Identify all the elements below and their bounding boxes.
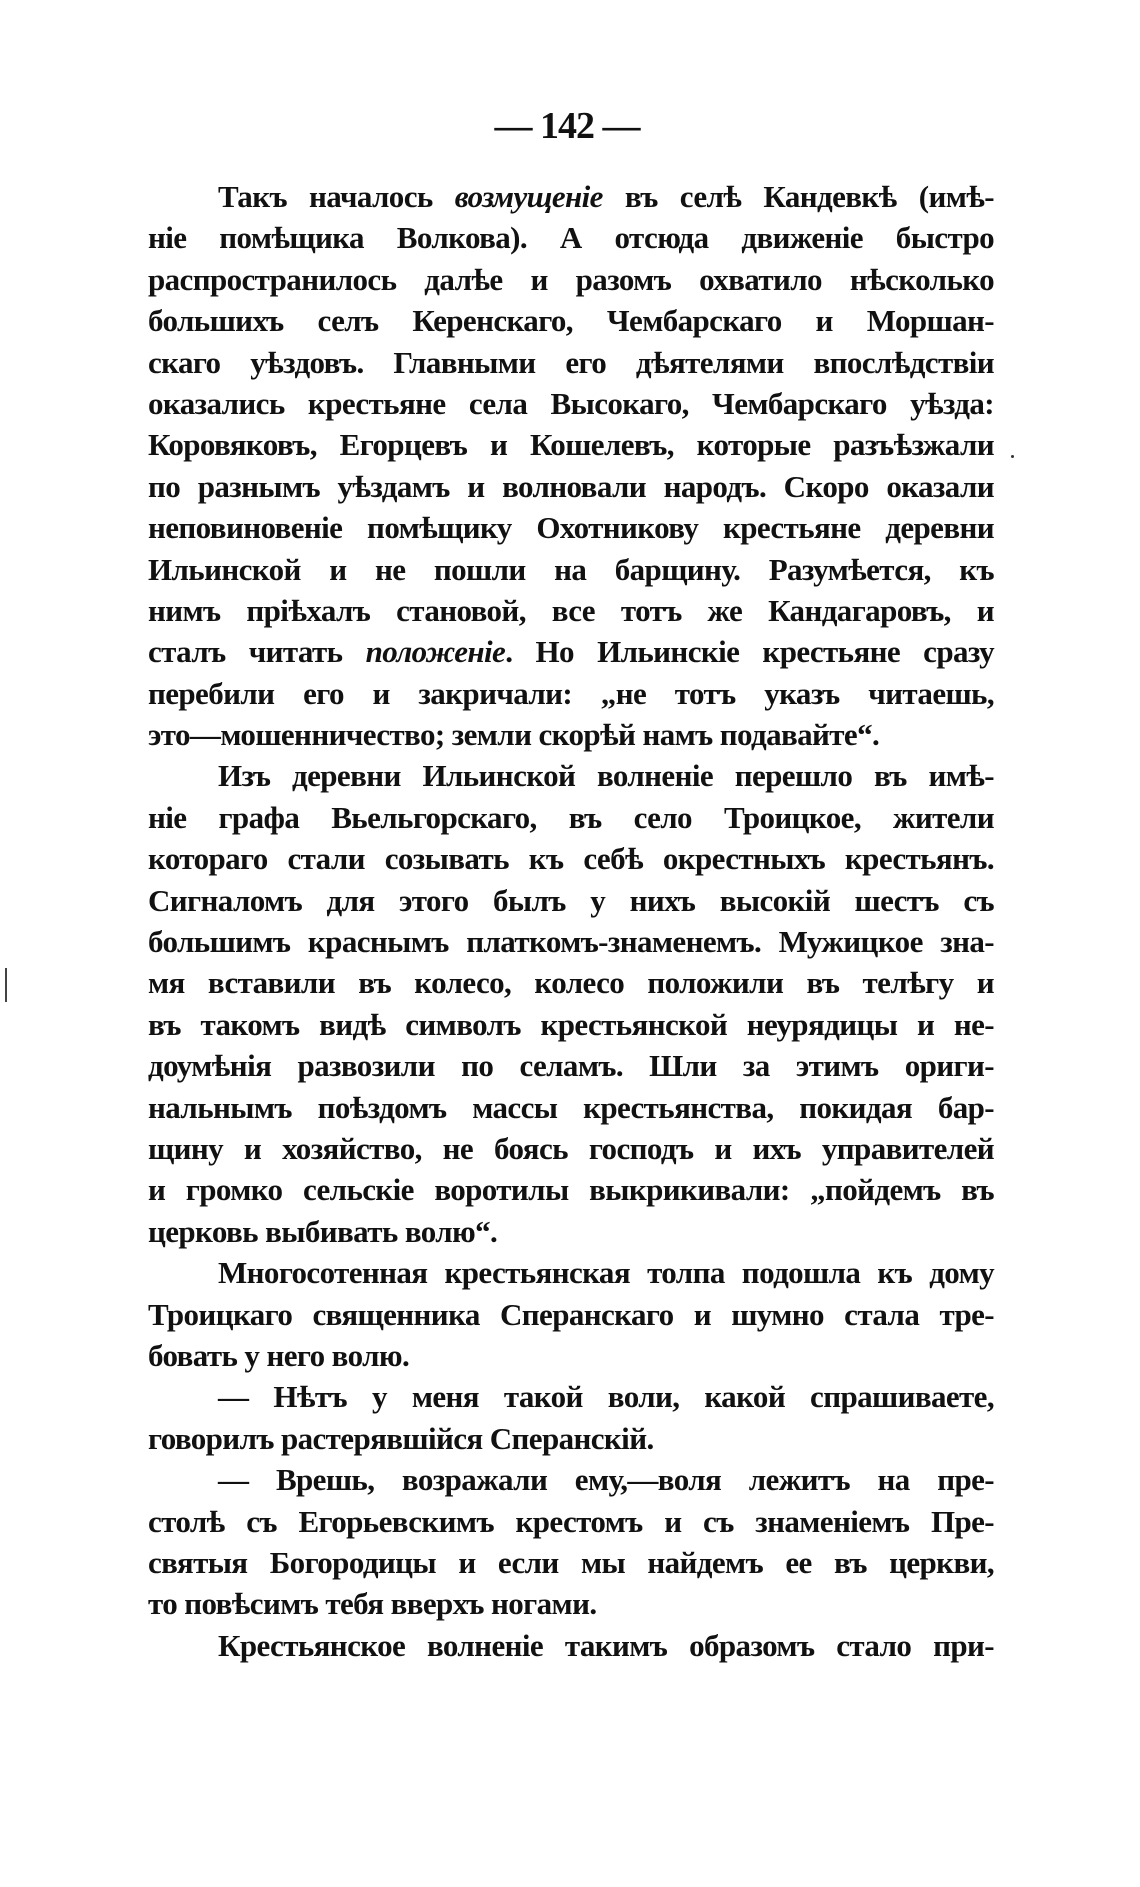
text-line [148, 1335, 994, 1376]
text-line [148, 217, 994, 258]
text-line [148, 1087, 994, 1128]
text-line [148, 1459, 994, 1500]
text-segment: то повѣсимъ тебя вверхъ ногами. [148, 1586, 597, 1622]
text-segment: мя вставили въ колесо, колесо положили въ телѣгу и [148, 965, 994, 1001]
italic-term: возмущеніе [454, 179, 603, 214]
text-segment: Такъ началось [218, 179, 455, 214]
text-segment: въ такомъ видѣ символъ крестьянской неурядицы и не- [148, 1006, 994, 1042]
text-line [148, 259, 994, 300]
text-line [148, 1252, 994, 1293]
text-line [148, 1418, 994, 1459]
text-line [148, 1211, 994, 1252]
text-segment: говорилъ растерявшійся Сперанскій. [148, 1420, 654, 1456]
text-segment: Многосотенная крестьянская толпа подошла къ дому [218, 1255, 994, 1291]
text-line [148, 1542, 994, 1583]
text-line [148, 1004, 994, 1045]
text-line [148, 1045, 994, 1086]
text-line [148, 631, 994, 672]
text-segment: большимъ краснымъ платкомъ-знаменемъ. Мужицкое зна- [148, 924, 994, 960]
text-segment: Троицкаго священника Сперанскаго и шумно стала тре- [148, 1296, 994, 1332]
text-segment: бовать у него волю. [148, 1337, 410, 1373]
text-segment: это—мошенничество; земли скорѣй намъ подавайте“. [148, 717, 880, 753]
text-segment: скаго уѣздовъ. Главными его дѣятелями впослѣдствіи [148, 344, 994, 380]
body-text [148, 176, 994, 1666]
text-line [148, 466, 994, 507]
text-segment: оказались крестьяне села Высокаго, Чембарскаго уѣзда: [148, 385, 994, 421]
text-line [148, 1376, 994, 1417]
text-segment: щину и хозяйство, не боясь господъ и ихъ управителей [148, 1130, 994, 1166]
text-segment: нальнымъ поѣздомъ массы крестьянства, покидая бар- [148, 1089, 994, 1125]
text-segment: сталъ читать [148, 634, 366, 670]
text-line [148, 549, 994, 590]
text-segment: большихъ селъ Керенскаго, Чембарскаго и Моршан- [148, 303, 994, 339]
text-segment: нимъ пріѣхалъ становой, все тотъ же Кандагаровъ, и [148, 592, 994, 628]
text-line [148, 1625, 994, 1666]
text-line [148, 176, 994, 217]
text-line [148, 880, 994, 921]
text-segment: распространилось далѣе и разомъ охватило нѣсколько [148, 261, 994, 297]
italic-term: положеніе [365, 634, 506, 670]
text-line [148, 300, 994, 341]
text-line [148, 1128, 994, 1169]
text-line [148, 424, 994, 465]
text-segment: Ильинской и не пошли на барщину. Разумѣется, къ [148, 551, 994, 587]
text-line [148, 714, 994, 755]
text-segment: . Но Ильинскіе крестьяне сразу [505, 634, 994, 670]
text-line [148, 383, 994, 424]
text-segment: святыя Богородицы и если мы найдемъ ее въ церкви, [148, 1544, 994, 1580]
text-segment: Коровяковъ, Егорцевъ и Кошелевъ, которые разъѣзжали [148, 427, 994, 463]
text-segment: церковь выбивать волю“. [148, 1213, 498, 1249]
text-segment: — Врешь, возражали ему,—воля лежитъ на пре- [218, 1462, 994, 1498]
text-line [148, 755, 994, 796]
text-line [148, 590, 994, 631]
text-line [148, 1169, 994, 1210]
text-line [148, 962, 994, 1003]
text-line [148, 1501, 994, 1542]
text-segment: — Нѣтъ у меня такой воли, какой спрашиваете, [218, 1379, 994, 1415]
text-line [148, 507, 994, 548]
page-number: — 142 — [494, 105, 640, 147]
text-segment: перебили его и закричали: „не тотъ указъ читаешь, [148, 675, 994, 711]
text-segment: столѣ съ Егорьевскимъ крестомъ и съ знаменіемъ Пре- [148, 1503, 994, 1539]
text-segment: ніе графа Вьельгорскаго, въ село Троицкое, жители [148, 799, 994, 835]
text-line [148, 1583, 994, 1624]
text-segment: доумѣнія развозили по селамъ. Шли за этимъ ориги- [148, 1048, 994, 1084]
text-segment: Сигналомъ для этого былъ у нихъ высокій шестъ съ [148, 882, 994, 918]
text-line [148, 1294, 994, 1335]
text-line [148, 342, 994, 383]
text-segment: и громко сельскіе воротилы выкрикивали: „пойдемъ въ [148, 1172, 994, 1208]
text-line [148, 797, 994, 838]
text-line [148, 921, 994, 962]
scan-speck [1011, 455, 1014, 458]
text-segment: въ селѣ Кандевкѣ (имѣ- [602, 179, 994, 214]
text-segment: котораго стали созывать къ себѣ окрестныхъ крестьянъ. [148, 841, 994, 877]
text-segment: неповиновеніе помѣщику Охотникову крестьяне деревни [148, 510, 994, 546]
text-segment: по разнымъ уѣздамъ и волновали народъ. Скоро оказали [148, 468, 994, 504]
text-line [148, 673, 994, 714]
text-line [148, 838, 994, 879]
text-segment: ніе помѣщика Волкова). А отсюда движеніе быстро [148, 220, 994, 256]
text-segment: Крестьянское волненіе такимъ образомъ стало при- [218, 1627, 994, 1663]
text-segment: Изъ деревни Ильинской волненіе перешло въ имѣ- [218, 758, 994, 794]
margin-scan-mark [5, 968, 7, 1002]
